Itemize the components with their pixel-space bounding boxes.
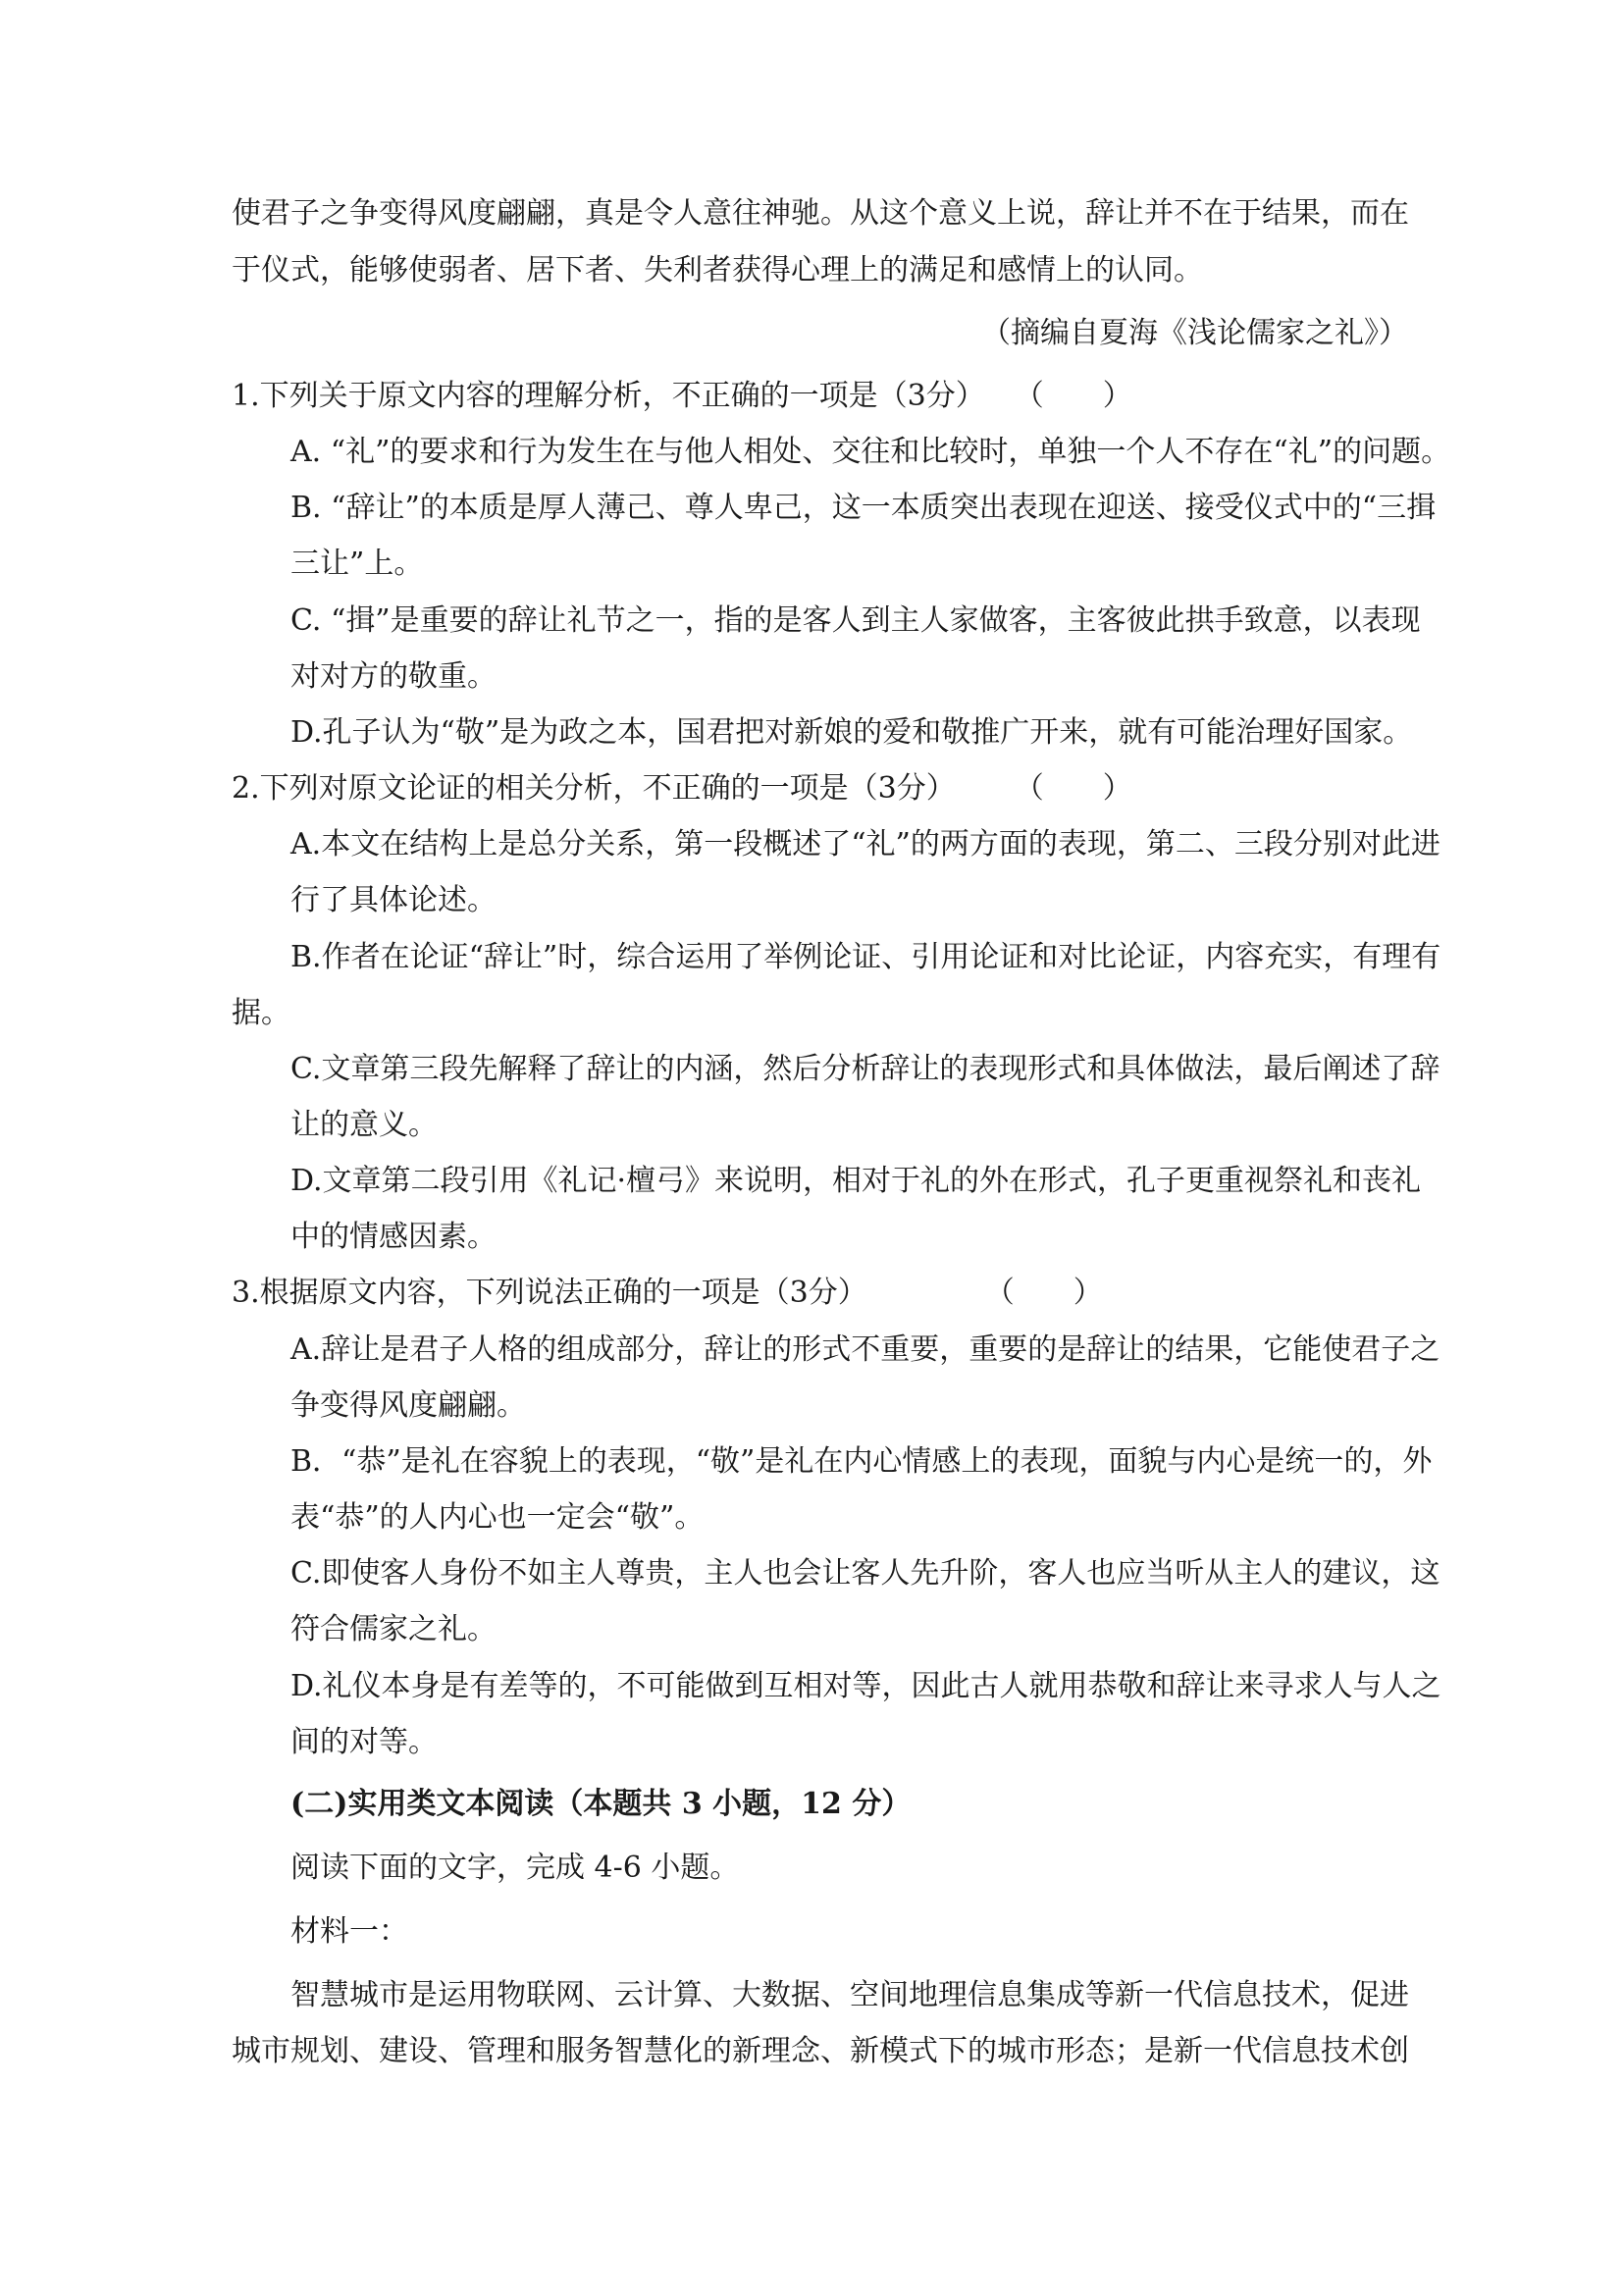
question-2-option-a: A.本文在结构上是总分关系，第一段概述了“礼”的两方面的表现，第二、三段分别对此进 — [290, 827, 1440, 861]
question-3-option-b-cont: 表“恭”的人内心也一定会“敬”。 — [290, 1500, 705, 1535]
question-3-stem: 3.根据原文内容，下列说法正确的一项是（3分） （ ） — [232, 1276, 1103, 1310]
question-2-option-b: B.作者在论证“辞让”时，综合运用了举例论证、引用论证和对比论证，内容充实，有理有 — [290, 940, 1441, 974]
question-2-stem: 2.下列对原文论证的相关分析，不正确的一项是（3分） （ ） — [232, 771, 1132, 806]
question-2-option-c: C.文章第三段先解释了辞让的内涵，然后分析辞让的表现形式和具体做法，最后阐述了辞 — [290, 1052, 1440, 1086]
question-1-option-b: B. “辞让”的本质是厚人薄己、尊人卑己，这一本质突出表现在迎送、接受仪式中的“三揖 — [290, 491, 1437, 525]
question-1-option-d: D.孔子认为“敬”是为政之本，国君把对新娘的爱和敬推广开来，就有可能治理好国家。 — [290, 715, 1413, 750]
question-1-option-c: C. “揖”是重要的辞让礼节之一，指的是客人到主人家做客，主客彼此拱手致意，以表现 — [290, 603, 1421, 638]
question-1-option-a: A. “礼”的要求和行为发生在与他人相处、交往和比较时，单独一个人不存在“礼”的问题。 — [290, 435, 1451, 469]
question-2-option-d-cont: 中的情感因素。 — [290, 1220, 497, 1254]
question-1-stem: 1.下列关于原文内容的理解分析，不正确的一项是（3分） （ ） — [232, 379, 1132, 413]
intro-line-1: 使君子之争变得风度翩翩，真是令人意往神驰。从这个意义上说，辞让并不在于结果，而在 — [232, 196, 1409, 231]
question-2-option-c-cont: 让的意义。 — [290, 1108, 438, 1142]
question-3-option-c-cont: 符合儒家之礼。 — [290, 1612, 497, 1646]
intro-line-2: 于仪式，能够使弱者、居下者、失利者获得心理上的满足和感情上的认同。 — [232, 253, 1203, 287]
material-1-label: 材料一： — [290, 1914, 408, 1949]
question-3-option-a-cont: 争变得风度翩翩。 — [290, 1388, 526, 1423]
source-citation: （摘编自夏海《浅论儒家之礼》） — [981, 316, 1408, 350]
material-1-line-2: 城市规划、建设、管理和服务智慧化的新理念、新模式下的城市形态；是新一代信息技术创 — [232, 2034, 1409, 2068]
question-1-option-b-cont: 三让”上。 — [290, 547, 424, 581]
question-3-option-a: A.辞让是君子人格的组成部分，辞让的形式不重要，重要的是辞让的结果，它能使君子之 — [290, 1332, 1440, 1367]
question-3-option-b: B．“恭”是礼在容貌上的表现，“敬”是礼在内心情感上的表现，面貌与内心是统一的，外 — [290, 1444, 1433, 1479]
question-3-option-d: D.礼仪本身是有差等的，不可能做到互相对等，因此古人就用恭敬和辞让来寻求人与人之 — [290, 1669, 1441, 1703]
section-2-instruction: 阅读下面的文字，完成 4-6 小题。 — [290, 1851, 740, 1885]
question-3-option-d-cont: 间的对等。 — [290, 1725, 438, 1759]
material-1-line-1: 智慧城市是运用物联网、云计算、大数据、空间地理信息集成等新一代信息技术，促进 — [290, 1978, 1409, 2012]
question-2-option-b-cont: 据。 — [232, 996, 290, 1030]
section-2-heading: (二)实用类文本阅读（本题共 3 小题，12 分） — [290, 1787, 912, 1821]
question-1-option-c-cont: 对对方的敬重。 — [290, 659, 497, 694]
question-3-option-c: C.即使客人身份不如主人尊贵，主人也会让客人先升阶，客人也应当听从主人的建议，这 — [290, 1556, 1440, 1591]
question-2-option-d: D.文章第二段引用《礼记·檀弓》来说明，相对于礼的外在形式，孔子更重视祭礼和丧礼 — [290, 1164, 1422, 1198]
question-2-option-a-cont: 行了具体论述。 — [290, 883, 497, 917]
